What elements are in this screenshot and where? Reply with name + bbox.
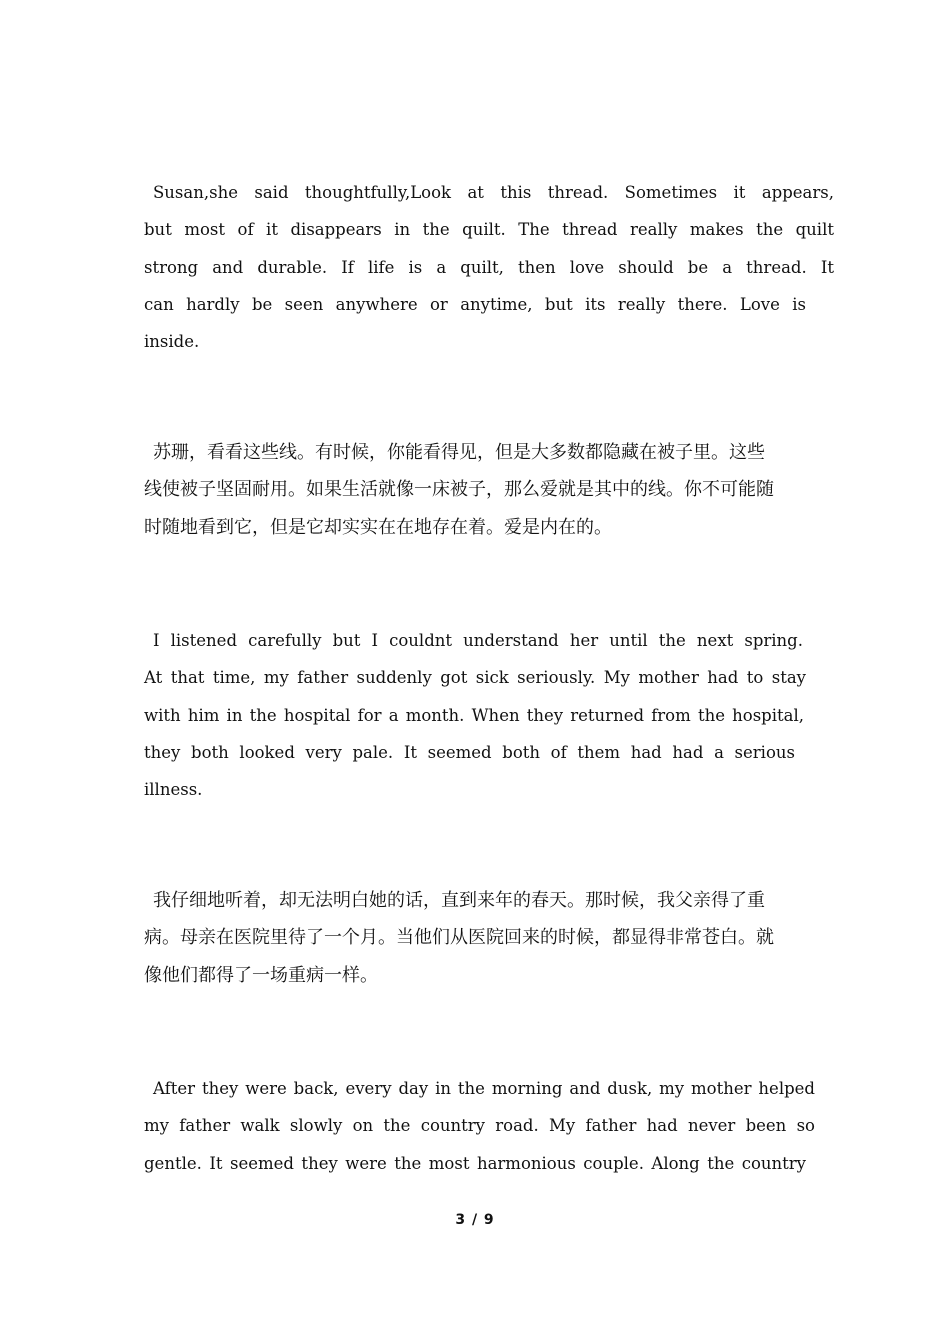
- chinese-paragraph-2: [144, 882, 834, 994]
- text-line: but most of it disappears in the quilt. The thread really makes the quilt: [144, 220, 834, 240]
- english-paragraph-2: [144, 622, 834, 808]
- text-line: Susan,she said thoughtfully,Look at this thread. Sometimes it appears,: [153, 183, 834, 202]
- text-line: can hardly be seen anywhere or anytime, but its really there. Love is: [144, 294, 806, 314]
- text-line: strong and durable. If life is a quilt, then love should be a thread. It: [144, 257, 834, 277]
- text-line: At that time, my father suddenly got sick seriously. My mother had to stay: [144, 668, 806, 688]
- text-line: illness.: [144, 780, 203, 800]
- text-line: they both looked very pale. It seemed both of them had had a serious: [144, 742, 795, 762]
- english-paragraph-3: [144, 1070, 834, 1182]
- text-line: 线使被子坚固耐用。如果生活就像一床被子，那么爱就是其中的线。你不可能随: [144, 479, 774, 501]
- text-line: I listened carefully but I couldnt understand her until the next spring.: [153, 631, 803, 650]
- text-line: 病。母亲在医院里待了一个月。当他们从医院回来的时候，都显得非常苍白。就: [144, 927, 774, 949]
- text-line: 时随地看到它，但是它却实实在在地存在着。爱是内在的。: [144, 516, 612, 538]
- text-line: 苏珊，看看这些线。有时候，你能看得见，但是大多数都隐藏在被子里。这些: [153, 442, 765, 463]
- text-line: with him in the hospital for a month. When they returned from the hospital,: [144, 705, 804, 725]
- text-line: my father walk slowly on the country road. My father had never been so: [144, 1116, 815, 1136]
- english-paragraph-1: [144, 174, 834, 360]
- text-line: After they were back, every day in the morning and dusk, my mother helped: [153, 1079, 815, 1098]
- text-line: 我仔细地听着，却无法明白她的话，直到来年的春天。那时候，我父亲得了重: [153, 890, 765, 911]
- page-number: 3 / 9: [455, 1212, 495, 1228]
- text-line: 像他们都得了一场重病一样。: [144, 964, 378, 986]
- text-line: inside.: [144, 332, 200, 352]
- chinese-paragraph-1: [144, 434, 834, 546]
- text-line: gentle. It seemed they were the most harmonious couple. Along the country: [144, 1153, 806, 1173]
